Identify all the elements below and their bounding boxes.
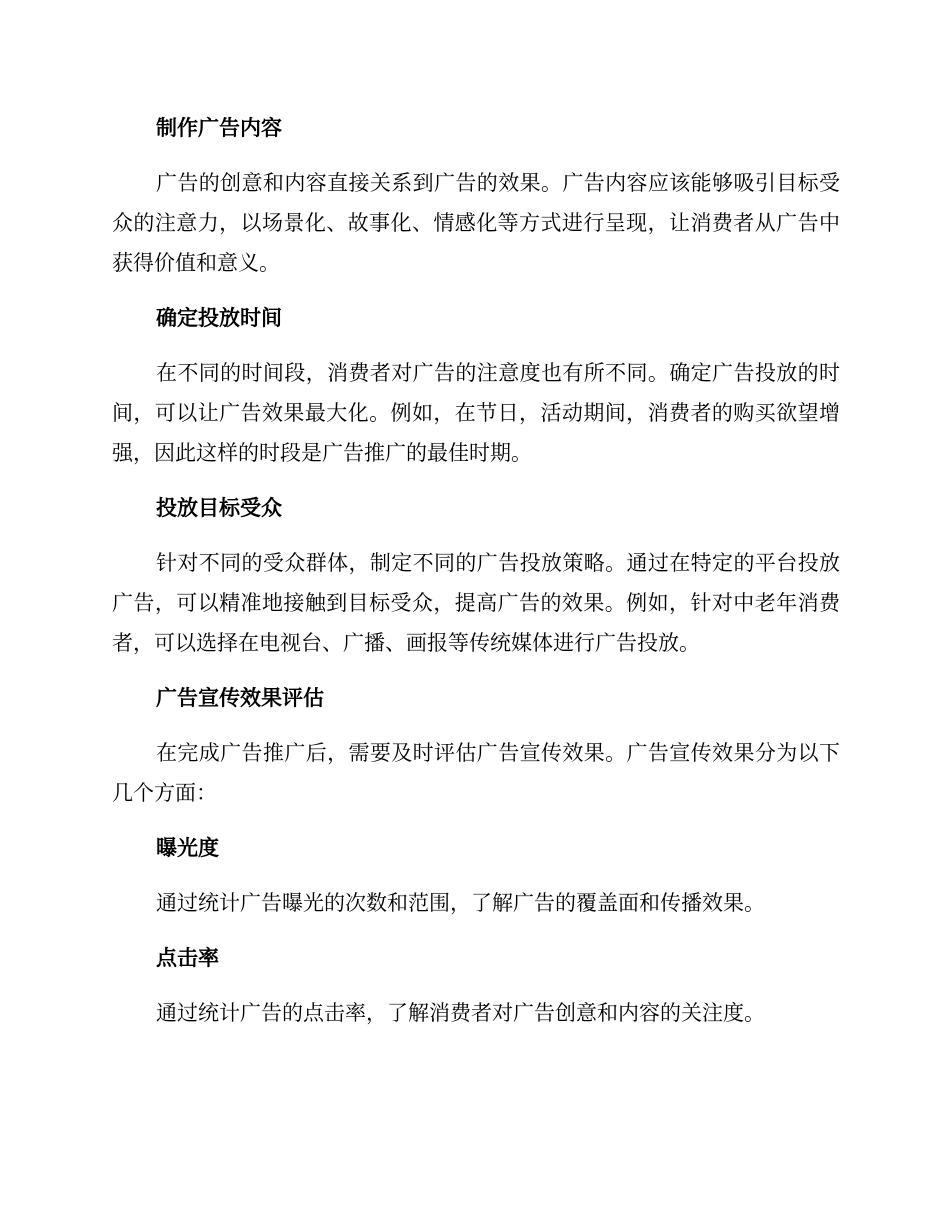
section-timing: [112, 298, 840, 473]
section-evaluation: [112, 678, 840, 813]
section-click-rate: [112, 938, 840, 1033]
section-exposure: [112, 828, 840, 923]
section-paragraph: 广告的创意和内容直接关系到广告的效果。广告内容应该能够吸引目标受众的注意力，以场景化、故事化、情感化等方式进行呈现，让消费者从广告中获得价值和意义。: [112, 171, 840, 275]
section-heading: 广告宣传效果评估: [156, 686, 324, 710]
section-heading: 确定投放时间: [156, 306, 282, 330]
section-paragraph: 在完成广告推广后，需要及时评估广告宣传效果。广告宣传效果分为以下几个方面：: [112, 741, 840, 805]
section-audience: [112, 488, 840, 663]
section-paragraph: 在不同的时间段，消费者对广告的注意度也有所不同。确定广告投放的时间，可以让广告效果最大化。例如，在节日，活动期间，消费者的购买欲望增强，因此这样的时段是广告推广的最佳时期。: [112, 361, 840, 465]
section-paragraph: 通过统计广告曝光的次数和范围，了解广告的覆盖面和传播效果。: [156, 891, 765, 915]
section-heading: 曝光度: [156, 836, 219, 860]
section-heading: 投放目标受众: [156, 496, 282, 520]
section-heading: 制作广告内容: [156, 116, 282, 140]
section-paragraph: 通过统计广告的点击率，了解消费者对广告创意和内容的关注度。: [156, 1001, 765, 1025]
section-paragraph: 针对不同的受众群体，制定不同的广告投放策略。通过在特定的平台投放广告，可以精准地接触到目标受众，提高广告的效果。例如，针对中老年消费者，可以选择在电视台、广播、画报等传统媒体进行广告投放。: [112, 551, 840, 655]
section-ad-content: [112, 108, 840, 283]
section-heading: 点击率: [156, 946, 219, 970]
